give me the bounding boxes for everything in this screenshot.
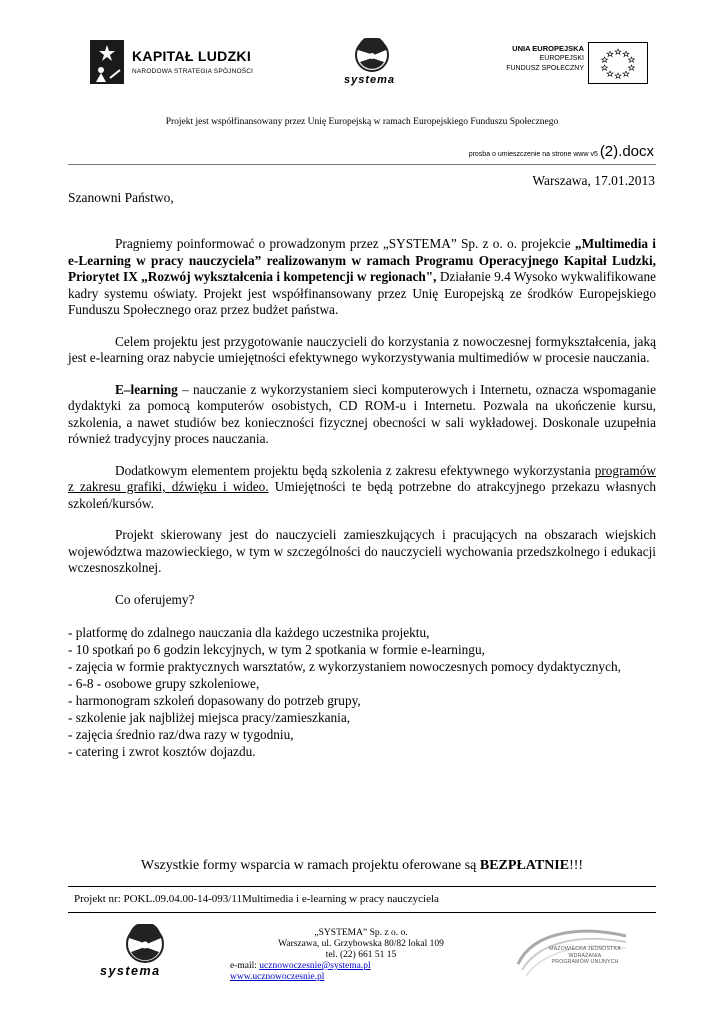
intro-text-2: Działanie 9.4 Wysoko wykwalifikowane kadry systemu oświaty. Projekt jest współfinansowany przez Unię Europejską ze środków Europejskiego Funduszu Społecznego oraz przez budżet państwa. <box>68 269 656 317</box>
doc-ref-big: (2).docx <box>599 143 654 160</box>
paragraph-elearning <box>68 382 656 448</box>
closing-statement <box>0 858 724 874</box>
list-item: - 10 spotkań po 6 godzin lekcyjnych, w tym 2 spotkania w formie e-learningu, <box>68 642 485 657</box>
closing-text: Wszystkie formy wsparcia w ramach projektu oferowane są <box>140 858 480 873</box>
phone-number: tel. (22) 661 51 15 <box>325 950 397 960</box>
paragraph-goal: Celem projektu jest przygotowanie nauczycieli do korzystania z nowoczesnej formykształcenia, jaką jest e-learning oraz nabycie umiejętności efektywnego wykorzystywania multimediów w procesie nauczania. <box>68 333 656 365</box>
offer-list <box>68 624 656 760</box>
kapital-ludzki-subtitle: NARODOWA STRATEGIA SPÓJNOŚCI <box>132 68 254 75</box>
email-label: e-mail: <box>230 961 260 971</box>
document-reference <box>469 143 654 160</box>
header-divider <box>68 164 656 165</box>
systema-logo <box>338 38 408 88</box>
additional-text-1: Dodatkowym elementem projektu będą szkolenia z zakresu efektywnego wykorzystania <box>115 462 595 478</box>
offer-question: Co oferujemy? <box>115 591 195 607</box>
letter-body <box>68 236 656 760</box>
kapital-ludzki-logo <box>90 34 260 90</box>
free-emphasis: BEZPŁATNIE <box>479 858 570 873</box>
eu-logo <box>496 40 648 88</box>
letter-date: Warszawa, 17.01.2013 <box>532 173 655 188</box>
list-item: - 6-8 - osobowe grupy szkoleniowe, <box>68 676 260 691</box>
elearning-definition: – nauczanie z wykorzystaniem sieci komputerowych i Internetu, oznacza wspomaganie dydaktyki za pomocą komputerów osobistych, CD ROM-u i Internetu. Pozwala na ukończenie kursu, szkolenia, a nawet studiów bez konieczności fizycznej obecności w sali wykładowej. Doskonale uzupełnia również tradycyjny proces nauczania. <box>68 381 656 446</box>
footer-systema-text: systema <box>100 964 161 978</box>
project-title: „Multimedia i e-Learning w pracy nauczyciela” realizowanym w ramach Programu Operacyjnego Kapitał Ludzki, Priorytet IX „Rozwój wykształcenia i kompetencji w regionach", <box>68 236 656 284</box>
list-item: - harmonogram szkoleń dopasowany do potrzeb grupy, <box>68 693 361 708</box>
systema-emblem-icon <box>122 924 168 964</box>
doc-ref-small: prosba o umieszczenie na strone www v5 <box>468 151 598 158</box>
systema-emblem-icon <box>352 38 392 72</box>
mjwpu-line-1: MAZOWIECKA JEDNOSTKA <box>549 946 621 952</box>
email-link[interactable]: ucznowoczesnie@systema.pl <box>259 961 371 971</box>
list-item: - platformę do zdalnego nauczania dla każdego uczestnika projektu, <box>68 625 430 640</box>
eu-line-2: EUROPEJSKI <box>539 55 584 62</box>
cofinancing-note: Projekt jest współfinansowany przez Unię Europejską w ramach Europejskiego Funduszu Społecznego <box>165 117 559 127</box>
company-address <box>230 928 492 961</box>
footer-divider-bottom <box>68 912 656 913</box>
eu-flag-icon <box>588 42 648 84</box>
list-item: - szkolenie jak najbliżej miejsca pracy/zamieszkania, <box>68 710 351 725</box>
additional-text-2: Umiejętności te będą potrzebne do atrakcyjnego przekazu własnych szkoleń/kursów. <box>68 479 656 511</box>
mjwpu-line-3: PROGRAMÓW UNIJNYCH <box>551 959 619 965</box>
company-name: „SYSTEMA” Sp. z o. o. <box>314 928 408 938</box>
list-item: - zajęcia średnio raz/dwa razy w tygodniu, <box>68 727 294 742</box>
street-address: Warszawa, ul. Grzybowska 80/82 lokal 109 <box>278 939 444 949</box>
paragraph-additional <box>68 463 656 513</box>
elearning-term: E–learning <box>115 381 178 397</box>
mjwpu-label <box>540 946 630 966</box>
email-line <box>230 961 371 972</box>
website-line <box>230 972 324 982</box>
additional-underlined: programów z zakresu grafiki, dźwięku i wideo. <box>68 462 656 494</box>
mjwpu-line-2: WDRAŻANIA <box>568 952 602 959</box>
eu-line-3: FUNDUSZ SPOŁECZNY <box>506 65 584 72</box>
website-link[interactable]: www.ucznowoczesnie.pl <box>230 972 325 982</box>
footer-systema-logo <box>100 924 196 976</box>
list-item: - zajęcia w formie praktycznych warsztatów, z wykorzystaniem nowoczesnych pomocy dydaktycznych, <box>68 659 621 674</box>
eu-label <box>496 44 584 74</box>
list-item: - catering i zwrot kosztów dojazdu. <box>68 744 256 759</box>
footer-divider-top <box>68 886 656 887</box>
kapital-ludzki-emblem-icon <box>90 40 124 84</box>
project-number: Projekt nr: POKL.09.04.00-14-093/11Multimedia i e-learning w pracy nauczyciela <box>74 893 439 905</box>
kapital-ludzki-title: KAPITAŁ LUDZKI <box>132 48 252 64</box>
eu-line-1: UNIA EUROPEJSKA <box>512 44 584 53</box>
closing-exclamation: !!! <box>569 858 584 873</box>
systema-logo-text: systema <box>344 74 396 86</box>
mjwpu-logo <box>514 924 632 980</box>
paragraph-audience: Projekt skierowany jest do nauczycieli zamieszkujących i pracujących na obszarach wiejskich województwa mazowieckiego, w tym w szczególności do nauczycieli wychowania przedszkolnego i edukacji wczesnoszkolnej. <box>68 527 656 575</box>
intro-text-1: Pragniemy poinformować o prowadzonym przez „SYSTEMA” Sp. z o. o. projekcie <box>115 236 571 251</box>
paragraph-intro <box>68 236 656 319</box>
letter-greeting: Szanowni Państwo, <box>68 190 174 205</box>
